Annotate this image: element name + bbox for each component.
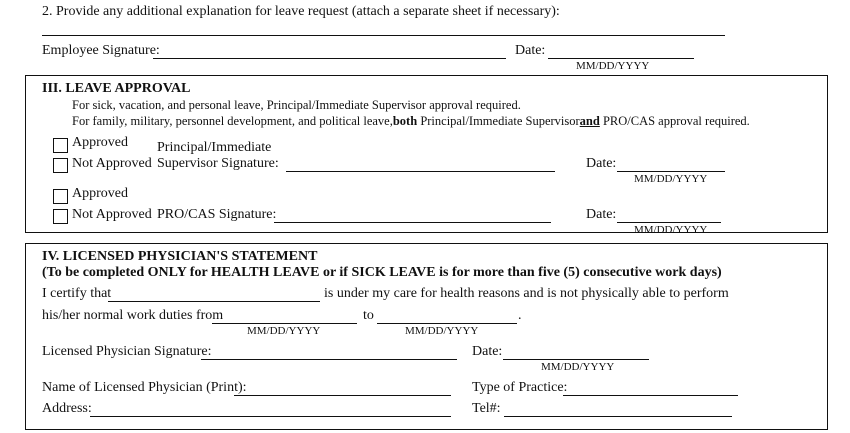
duties-period: . [518, 308, 522, 323]
physician-date-field[interactable] [503, 359, 649, 360]
approval-note-2: For family, military, personnel development, and political leave,both Principal/Immediate Supervisorand PRO/CAS approval required. [72, 114, 750, 128]
supervisor-date-field[interactable] [617, 171, 725, 172]
supervisor-not-approved-checkbox[interactable] [53, 158, 68, 173]
procas-approved-label: Approved [72, 186, 128, 201]
approval-note-1: For sick, vacation, and personal leave, Principal/Immediate Supervisor approval required. [72, 98, 521, 112]
procas-date-label: Date: [586, 207, 617, 222]
procas-signature-field[interactable] [274, 222, 551, 223]
employee-signature-label: Employee Signature: [42, 43, 160, 58]
leave-approval-title: III. LEAVE APPROVAL [42, 81, 191, 96]
supervisor-approved-label: Approved [72, 135, 128, 150]
supervisor-label-line1: Principal/Immediate [157, 140, 272, 155]
address-field[interactable] [90, 416, 451, 417]
supervisor-approved-checkbox[interactable] [53, 138, 68, 153]
patient-name-field[interactable] [108, 301, 320, 302]
procas-signature-label: PRO/CAS Signature: [157, 207, 277, 222]
physician-date-label: Date: [472, 344, 503, 359]
duties-to-label: to [363, 308, 374, 323]
duties-to-date-format: MM/DD/YYYY [405, 325, 479, 337]
supervisor-signature-field[interactable] [286, 171, 555, 172]
physician-statement-title: IV. LICENSED PHYSICIAN'S STATEMENT [42, 249, 318, 264]
employee-date-field[interactable] [548, 58, 694, 59]
employee-date-label: Date: [515, 43, 546, 58]
explanation-question: 2. Provide any additional explanation for leave request (attach a separate sheet if necessary): [42, 4, 560, 19]
physician-name-field[interactable] [234, 395, 451, 396]
duties-to-date-field[interactable] [377, 323, 517, 324]
physician-statement-subtitle: (To be completed ONLY for HEALTH LEAVE or if SICK LEAVE is for more than five (5) consecutive work days) [42, 265, 722, 280]
duties-from-date-format: MM/DD/YYYY [247, 325, 321, 337]
physician-name-label: Name of Licensed Physician (Print): [42, 380, 247, 395]
supervisor-signature-label: Supervisor Signature: [157, 156, 279, 171]
procas-not-approved-checkbox[interactable] [53, 209, 68, 224]
tel-label: Tel#: [472, 401, 501, 416]
supervisor-date-label: Date: [586, 156, 617, 171]
practice-type-field[interactable] [563, 395, 738, 396]
duties-label: his/her normal work duties from [42, 308, 224, 323]
supervisor-not-approved-label: Not Approved [72, 156, 152, 171]
procas-date-format: MM/DD/YYYY [634, 224, 708, 236]
certify-text: is under my care for health reasons and is not physically able to perform [324, 286, 729, 301]
procas-not-approved-label: Not Approved [72, 207, 152, 222]
physician-date-format: MM/DD/YYYY [541, 361, 615, 373]
employee-signature-field[interactable] [153, 58, 506, 59]
certify-label: I certify that [42, 286, 112, 301]
physician-signature-field[interactable] [201, 359, 457, 360]
duties-from-date-field[interactable] [212, 323, 357, 324]
explanation-line[interactable] [42, 35, 725, 36]
address-label: Address: [42, 401, 92, 416]
physician-signature-label: Licensed Physician Signature: [42, 344, 212, 359]
supervisor-date-format: MM/DD/YYYY [634, 173, 708, 185]
practice-type-label: Type of Practice: [472, 380, 568, 395]
procas-approved-checkbox[interactable] [53, 189, 68, 204]
procas-date-field[interactable] [617, 222, 721, 223]
tel-field[interactable] [504, 416, 732, 417]
employee-date-format: MM/DD/YYYY [576, 60, 650, 72]
